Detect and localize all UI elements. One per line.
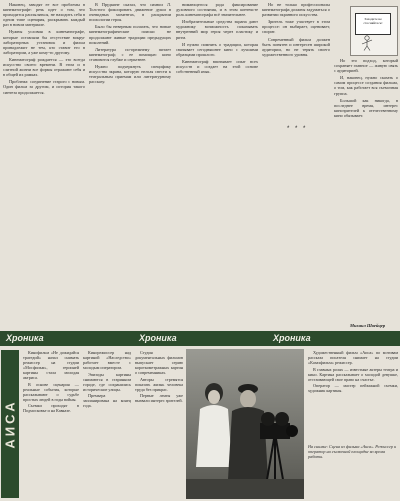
paragraph: И нужно помнить о традиции, которая связывает сегодняшнее кино с лучшими образцами прошлого. <box>176 41 258 57</box>
chronicle-column-3 <box>135 350 183 500</box>
paragraph: Первые ленты уже вызвали интерес зрителей. <box>135 393 183 403</box>
paragraph: Кинематограф рождается — это всегда искусство своего времени. В этом и в слитной жизни все формы отражают себя и в общей их рамках. <box>3 56 85 78</box>
chronicle-column-1 <box>23 350 79 500</box>
paragraph: Современный фильм должен быть понятен и интересен широкой аудитории, но не терять своего художественного уровня. <box>262 36 330 57</box>
paragraph: Наконец, заводят ее все проблемы в кинематографе: речь идет о том, что приходится распыляться, не находить себя в одном типе сценария, раскрывать каждый раз в новом материале. <box>3 2 85 28</box>
paragraph: Но это подход, который сохраняет главное — живую связь с аудиторией. <box>334 58 398 74</box>
paragraph: Было бы неверным полагать, что новые кинематографические поиски не продолжают живые традиции предыдущих поколений. <box>89 24 171 45</box>
section-divider: * * * <box>287 126 308 132</box>
photo-caption: На снимке: Сцена из фильма «Аиса». Режиссер и оператор на съемочной площадке во время работы. <box>308 444 397 459</box>
paragraph: Но не только профессионалы кинематографа должны задуматься о развитии экранного искусства. <box>262 2 330 18</box>
article-column-5 <box>334 58 398 320</box>
paragraph: нимающегося рода фиксирование духовного состояния, и в этом контексте роль кинематографа всё значительнее. <box>176 2 258 18</box>
paragraph: Кинорежиссер над картиной «Наследство» работает вместе с молодым оператором. <box>83 350 131 370</box>
article-column-1 <box>3 2 85 328</box>
paragraph: Кинематограф впитывает опыт всех искусств и создает на этой основе собственный язык. <box>176 58 258 75</box>
paragraph: Изобразительные средства экрана дают художнику возможность показывать внутренний мир героя через пластику и ритм. <box>176 19 258 40</box>
paragraph: Эпизоды картины снимаются в старинном городе, где сохранились исторические улицы. <box>83 371 131 392</box>
chronicle-column-2 <box>83 350 131 500</box>
paragraph: Зритель тоже участвует в этом процессе: он выбирает, оценивает, спорит. <box>262 19 330 35</box>
article-column-3 <box>176 2 258 328</box>
paragraph: Нужны условия в кинематографе, которые оставляли бы отсутствие вокруг лабораторных установок и фильм принадлежит не тем, кто ставит его в лаборатории, а уже кому-то другому. <box>3 29 85 55</box>
cartoon-sign: Заходите не стесняйтесь! <box>355 13 391 35</box>
person-drawing <box>359 35 375 51</box>
paragraph: Художественный фильм «Аиса» по мотивам рассказа писателя снимает на студии «Казахфильм» режиссер. <box>308 350 398 365</box>
paragraph: Нужно подчеркнуть специфику искусства экрана, которую нельзя свести к театральным приемам или литературному рассказу. <box>89 64 171 85</box>
paragraph: Проблема: соединение старого с новым. Один фильм за другим, и история такого синтеза продолжается. <box>3 79 85 95</box>
article-column-2 <box>89 2 171 328</box>
paragraph: Авторы стремятся показать жизнь человека труда без прикрас. <box>135 376 183 392</box>
paragraph: Съемки проходят в Подмосковье и на Кавказе. <box>23 403 79 413</box>
film-set-photo <box>186 349 304 499</box>
author-signature: Михаил Швейцер <box>350 323 386 328</box>
paragraph: И, наконец, нужно сказать о самом процессе создания фильма, о том, как работает вся съемочная группа. <box>334 75 398 96</box>
paragraph: В основе сценария — реальные события, которые рассказывают о судьбе простых людей в годы войны. <box>23 381 79 402</box>
chronicle-banner: Хроника <box>0 331 134 346</box>
cartoon-illustration <box>350 6 398 56</box>
chronicle-banner: Хроника <box>267 331 400 346</box>
chronicle-column-4 <box>308 350 398 434</box>
paragraph: Оператор — мастер пейзажной съемки, художник картины. <box>308 383 398 393</box>
film-title-text: АИСА <box>2 399 18 449</box>
paragraph: Большой как никогда, в последнее время, интерес кинозрителей к отечественному кино обязывает. <box>334 97 398 118</box>
film-set-photo-drawing <box>186 349 304 499</box>
chronicle-banner: Хроника <box>133 331 267 346</box>
article-column-4 <box>262 2 330 328</box>
paragraph: Литература по-прежнему питает кинематограф; с ее помощью кино становится глубже и серьезнее. <box>89 46 171 62</box>
paragraph: Премьера запланирована на конец года. <box>83 393 131 408</box>
paragraph: Кинофильм «Не дожидайся трагедий» начал снимать режиссер на студии «Мосфильм», героиней картины стала молодая актриса. <box>23 350 79 380</box>
chronicle-banner-row <box>0 331 400 347</box>
paragraph: Студия документальных фильмов выпускает серию короткометражных картин о современниках. <box>135 350 183 375</box>
paragraph: В главных ролях — известные актеры театра и кино. Картина рассказывает о молодой девушке, отстаивающей свое право на счастье. <box>308 366 398 382</box>
paragraph: В Прудкине сказал, что символ Л. Толстого фиксировать движение души в очевидных моментах, в раскрытии психологии героя. <box>89 2 171 23</box>
